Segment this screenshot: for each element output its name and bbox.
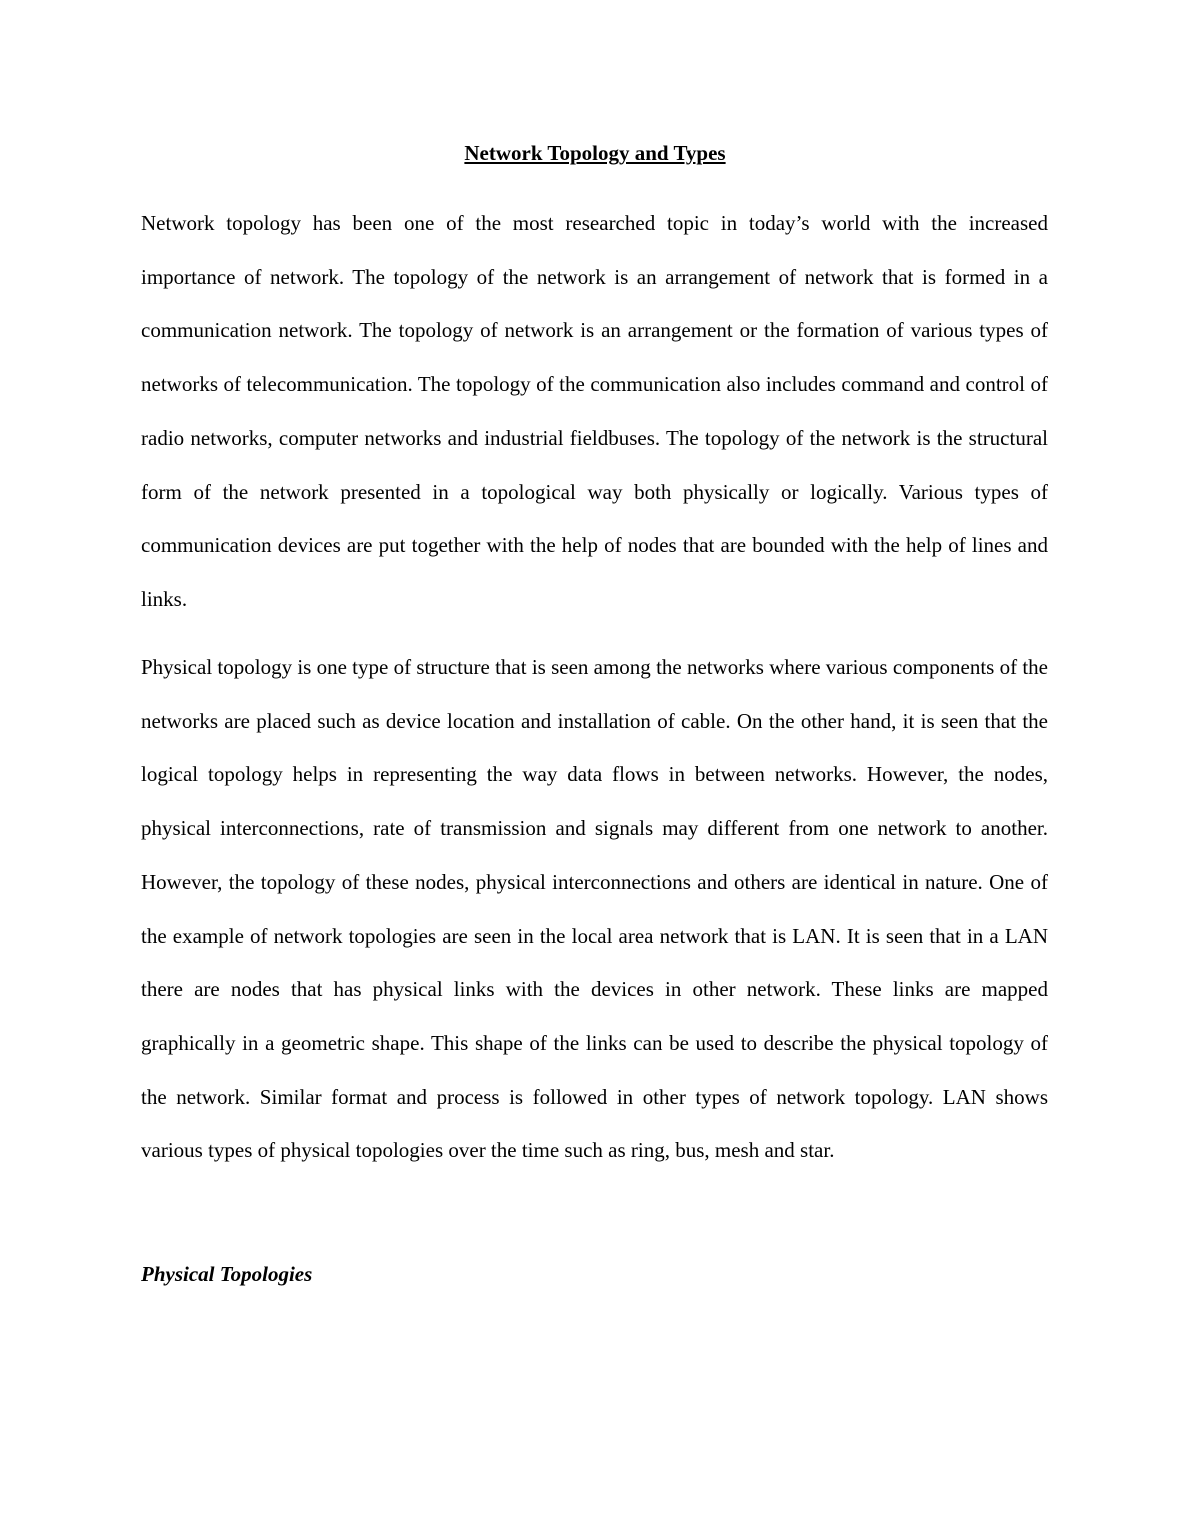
- body-paragraph-physical-topology: Physical topology is one type of structure that is seen among the networks where various components of the networks are placed such as device location and installation of cable. On the other hand, it is seen that the logical topology helps in representing the way data flows in between networks. However, the nodes, physical interconnections, rate of transmission and signals may different from one network to another. However, the topology of these nodes, physical interconnections and others are identical in nature. One of the example of network topologies are seen in the local area network that is LAN. It is seen that in a LAN there are nodes that has physical links with the devices in other network. These links are mapped graphically in a geometric shape. This shape of the links can be used to describe the physical topology of the network. Similar format and process is followed in other types of network topology. LAN shows various types of physical topologies over the time such as ring, bus, mesh and star.: [141, 655, 1048, 1163]
- body-paragraph-intro: Network topology has been one of the most researched topic in today’s world with the increased importance of network. The topology of the network is an arrangement of network that is formed in a communication network. The topology of network is an arrangement or the formation of various types of networks of telecommunication. The topology of the communication also includes command and control of radio networks, computer networks and industrial fieldbuses. The topology of the network is the structural form of the network presented in a topological way both physically or logically. Various types of communication devices are put together with the help of nodes that are bounded with the help of lines and links.: [141, 211, 1048, 611]
- section-heading: Physical Topologies: [141, 1262, 313, 1286]
- page-title: Network Topology and Types: [464, 141, 726, 165]
